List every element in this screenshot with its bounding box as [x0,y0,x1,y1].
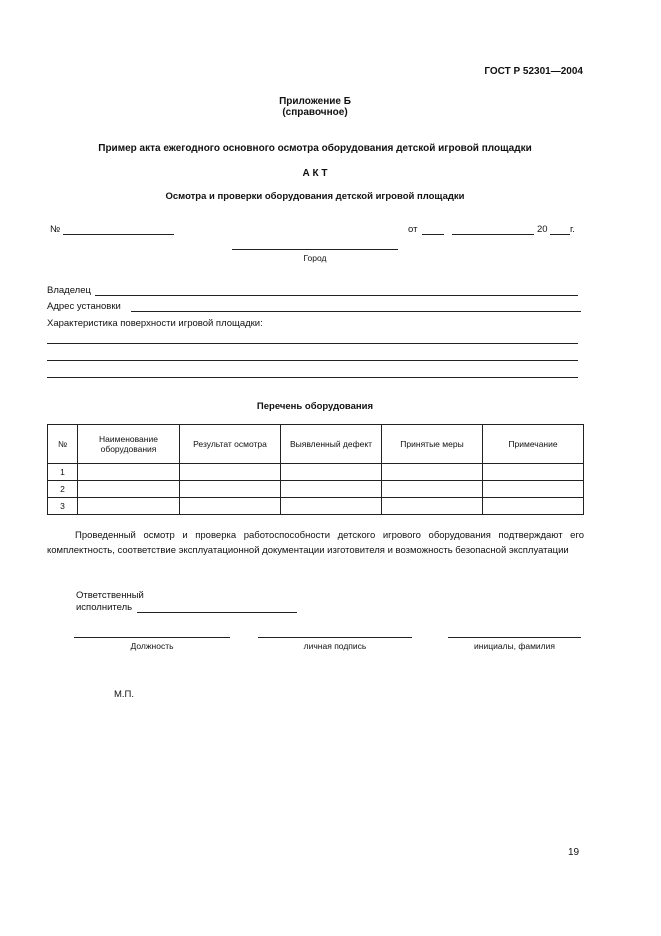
conclusion-paragraph: Проведенный осмотр и проверка работоспособности детского игрового оборудования подтверждают его комплектность, соответствие эксплуатационной документации изготовителя и возможность безопасной эксплуатации [47,530,584,556]
table-cell[interactable] [180,498,281,515]
table-header-row [48,425,584,464]
table-cell[interactable] [180,481,281,498]
position-field[interactable] [74,637,230,638]
date-day-field[interactable] [422,234,444,235]
responsible-field[interactable] [137,612,297,613]
standard-number: ГОСТ Р 52301—2004 [484,66,583,77]
column-header-defect: Выявленный дефект [281,425,382,464]
column-header-equipment-name: Наименование оборудования [78,425,180,464]
table-cell[interactable] [78,498,180,515]
table-cell[interactable] [382,498,483,515]
surface-field-line-1[interactable] [47,343,578,344]
act-heading: А К Т [302,168,328,179]
table-row [48,498,584,515]
table-cell[interactable] [382,464,483,481]
table-cell[interactable] [281,481,382,498]
appendix-subtitle: (справочное) [282,107,348,118]
table-cell[interactable] [78,464,180,481]
act-subheading: Осмотра и проверки оборудования детской игровой площадки [165,191,465,202]
table-cell[interactable] [78,481,180,498]
city-field[interactable] [232,249,398,250]
signature-caption: личная подпись [303,641,367,651]
row-number: 3 [48,498,78,515]
table-cell[interactable] [483,498,584,515]
equipment-title: Перечень оборудования [256,401,374,412]
year-prefix: 20 [537,224,548,235]
table-cell[interactable] [281,464,382,481]
table-row [48,464,584,481]
surface-field-line-2[interactable] [47,360,578,361]
surface-field-line-3[interactable] [47,377,578,378]
surface-label: Характеристика поверхности игровой площадки: [47,318,263,329]
number-label: № [50,224,61,235]
column-header-note: Примечание [483,425,584,464]
row-number: 1 [48,464,78,481]
table-row [48,481,584,498]
owner-field[interactable] [95,295,578,296]
address-label: Адрес установки [47,301,121,312]
column-header-inspection-result: Результат осмотра [180,425,281,464]
row-number: 2 [48,481,78,498]
page-number: 19 [568,847,580,858]
signature-field[interactable] [258,637,412,638]
position-caption: Должность [130,641,174,651]
date-month-field[interactable] [452,234,534,235]
date-year-field[interactable] [550,234,570,235]
table-cell[interactable] [382,481,483,498]
address-field[interactable] [131,311,581,312]
table-cell[interactable] [180,464,281,481]
name-caption: инициалы, фамилия [474,641,555,651]
responsible-label-line1: Ответственный [76,590,144,601]
table-cell[interactable] [281,498,382,515]
document-title: Пример акта ежегодного основного осмотра оборудования детской игровой площадки [98,143,532,154]
column-header-number: № [48,425,78,464]
responsible-label-line2: исполнитель [76,602,133,613]
appendix-title: Приложение Б [279,96,351,107]
city-caption: Город [303,253,327,263]
year-suffix: г. [570,224,575,235]
date-from-label: от [408,224,418,235]
number-field[interactable] [63,234,174,235]
owner-label: Владелец [47,285,91,296]
table-cell[interactable] [483,464,584,481]
equipment-table [47,424,584,515]
name-field[interactable] [448,637,581,638]
column-header-measures: Принятые меры [382,425,483,464]
seal-label: М.П. [114,689,135,700]
table-cell[interactable] [483,481,584,498]
